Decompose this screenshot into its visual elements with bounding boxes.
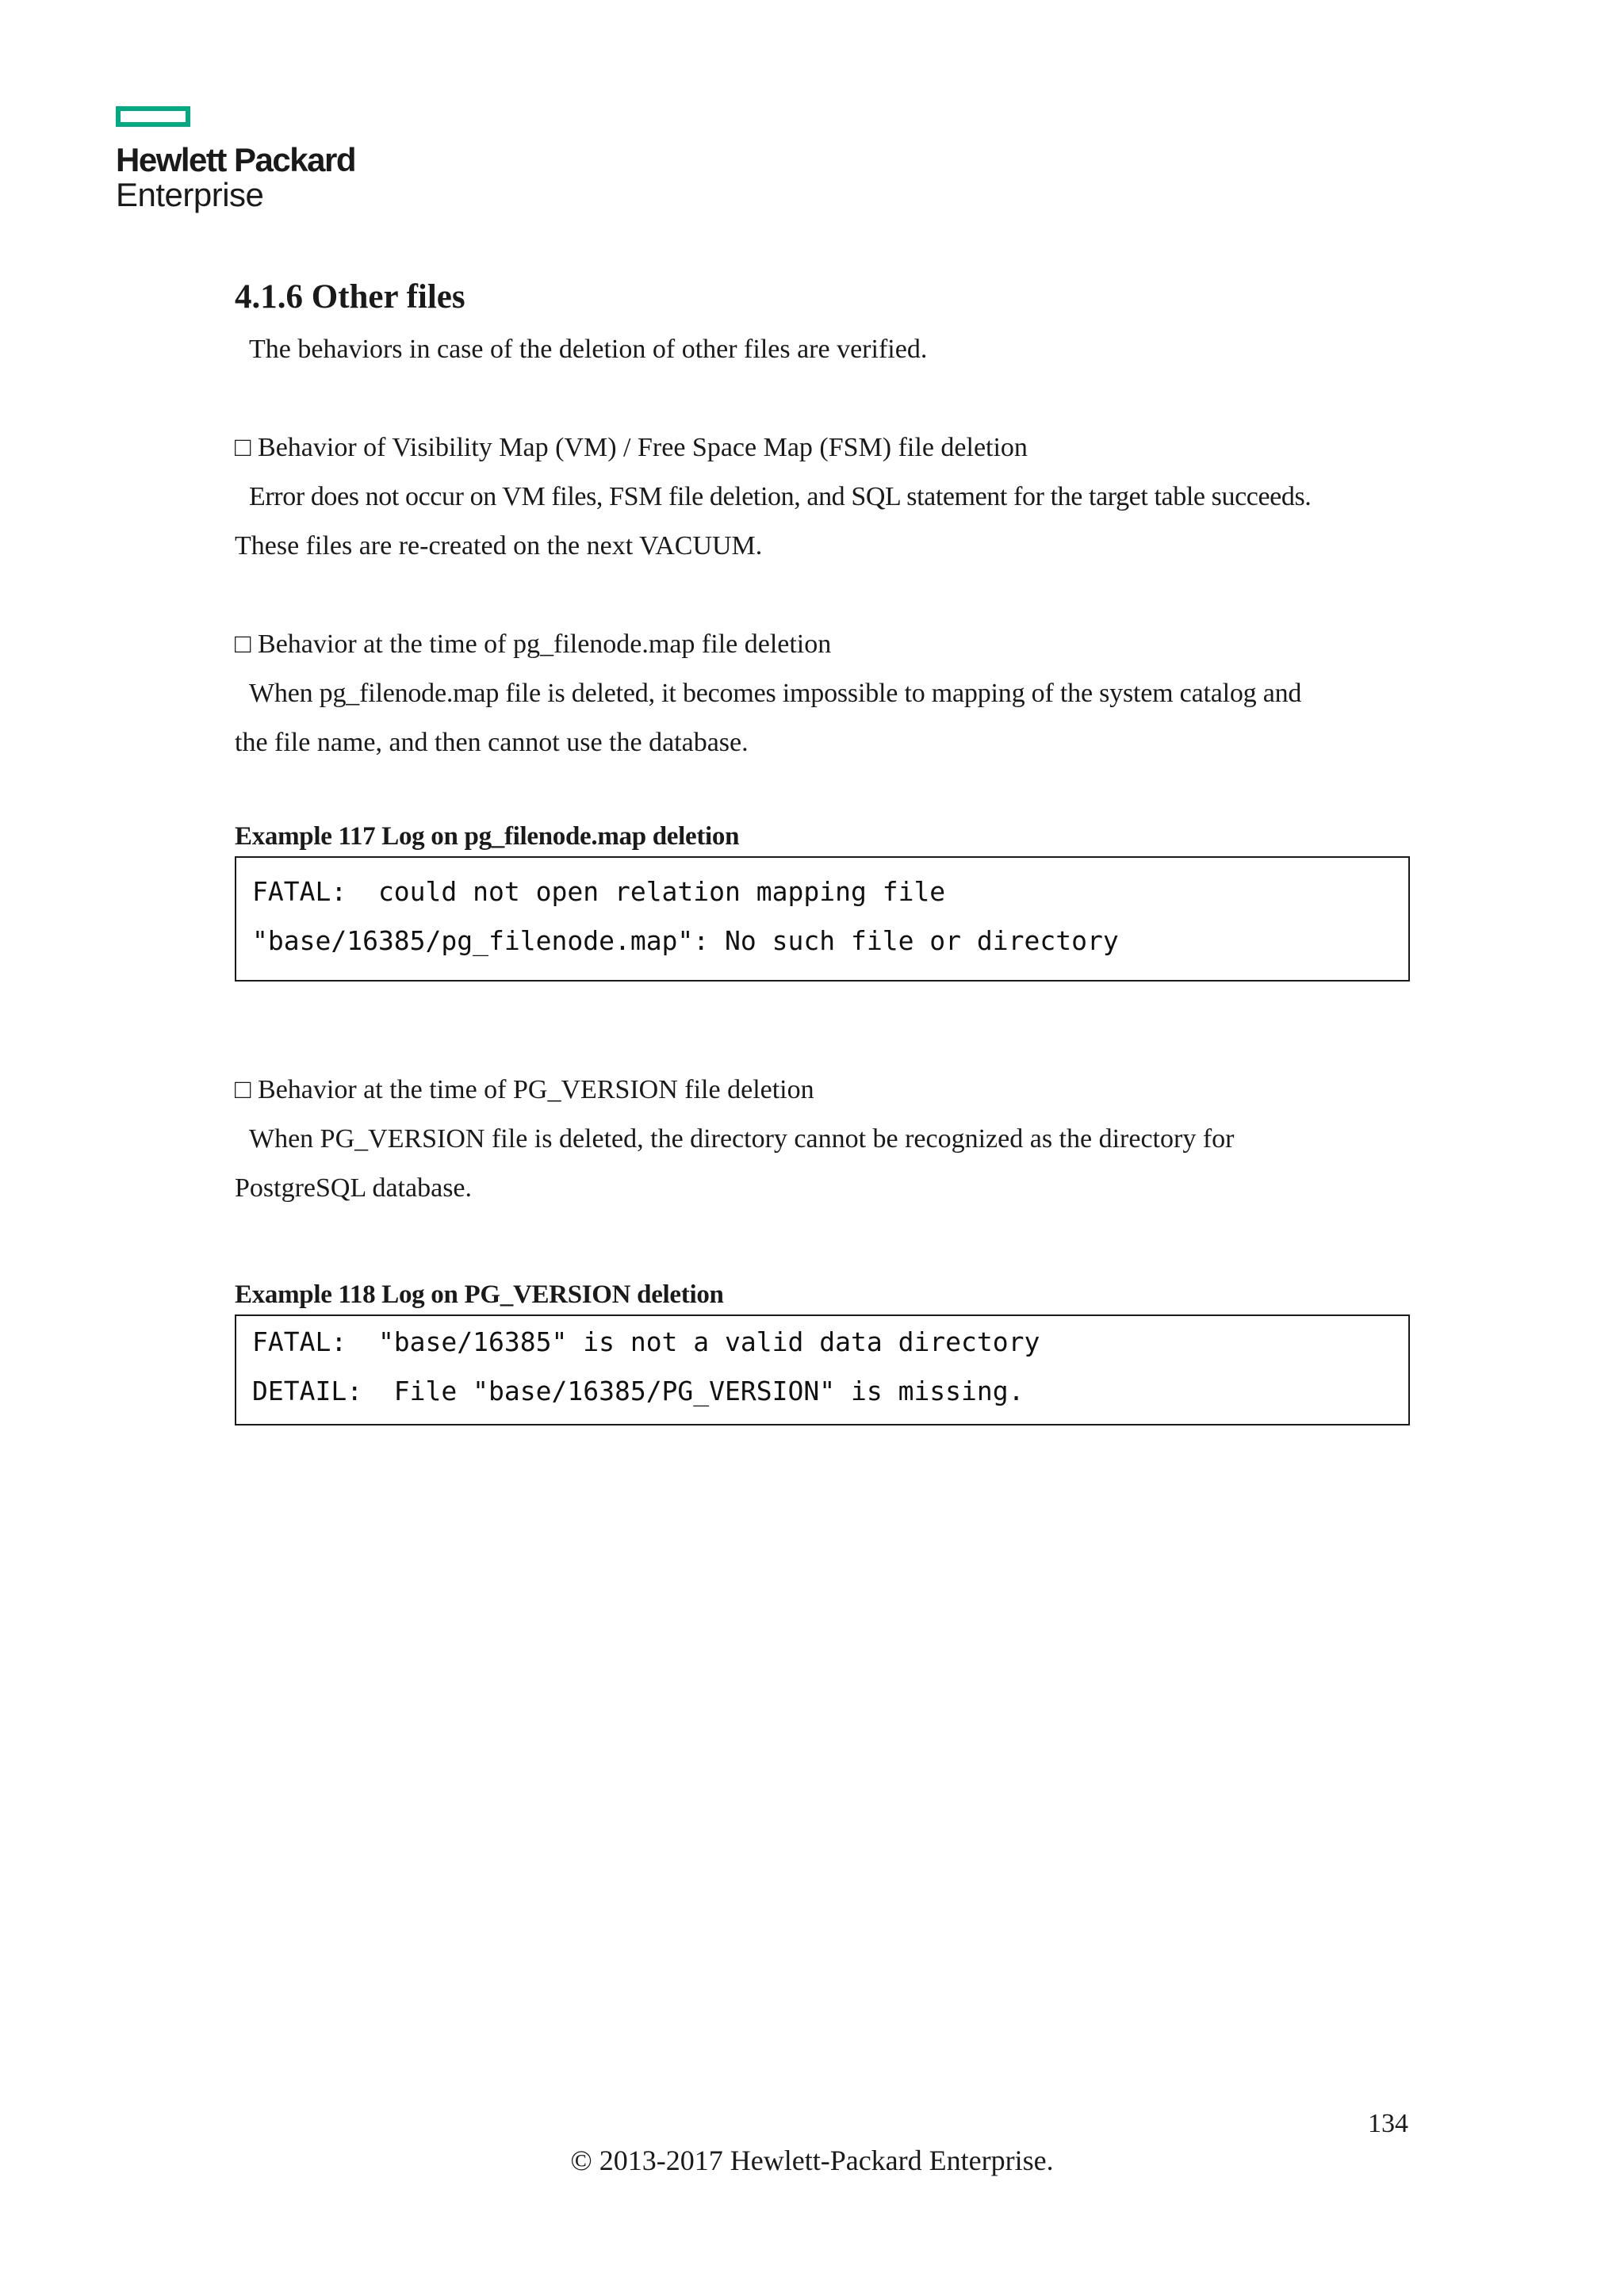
hpe-logo-bar-icon (116, 106, 190, 127)
page-number: 134 (1368, 2109, 1408, 2138)
filenode-body-line1: When pg_filenode.map file is deleted, it becomes impossible to mapping of the system catalog and (249, 679, 1302, 708)
example117-code-block (235, 856, 1410, 982)
hpe-logo (116, 106, 401, 217)
copyright-footer: © 2013-2017 Hewlett-Packard Enterprise. (570, 2145, 1054, 2176)
example117-caption: Example 117 Log on pg_filenode.map deletion (235, 822, 740, 851)
page-content (235, 270, 1408, 1425)
code-line: FATAL: could not open relation mapping file (252, 876, 946, 907)
code-line: DETAIL: File "base/16385/PG_VERSION" is missing. (252, 1376, 1025, 1406)
pg-version-title: □ Behavior at the time of PG_VERSION file deletion (235, 1075, 814, 1104)
code-line: FATAL: "base/16385" is not a valid data directory (252, 1326, 1040, 1357)
logo-text-line2: Enterprise (116, 176, 264, 213)
vm-fsm-title: □ Behavior of Visibility Map (VM) / Free Space Map (FSM) file deletion (235, 433, 1028, 462)
vm-fsm-body-line2: These files are re-created on the next VACUUM. (235, 531, 763, 561)
section-intro: The behaviors in case of the deletion of other files are verified. (249, 335, 928, 364)
vm-fsm-body-line1: Error does not occur on VM files, FSM file deletion, and SQL statement for the target table succeeds. (249, 482, 1312, 511)
filenode-title: □ Behavior at the time of pg_filenode.map file deletion (235, 629, 832, 659)
example118-caption: Example 118 Log on PG_VERSION deletion (235, 1280, 724, 1309)
example118-code-block (235, 1314, 1410, 1425)
logo-text-line1: Hewlett Packard (116, 141, 355, 178)
pg-version-body-line2: PostgreSQL database. (235, 1173, 473, 1203)
filenode-body-line2: the file name, and then cannot use the database. (235, 728, 749, 757)
code-line: "base/16385/pg_filenode.map": No such file or directory (252, 925, 1119, 956)
pg-version-body-line1: When PG_VERSION file is deleted, the directory cannot be recognized as the directory for (249, 1124, 1235, 1154)
section-heading: 4.1.6 Other files (235, 278, 465, 316)
